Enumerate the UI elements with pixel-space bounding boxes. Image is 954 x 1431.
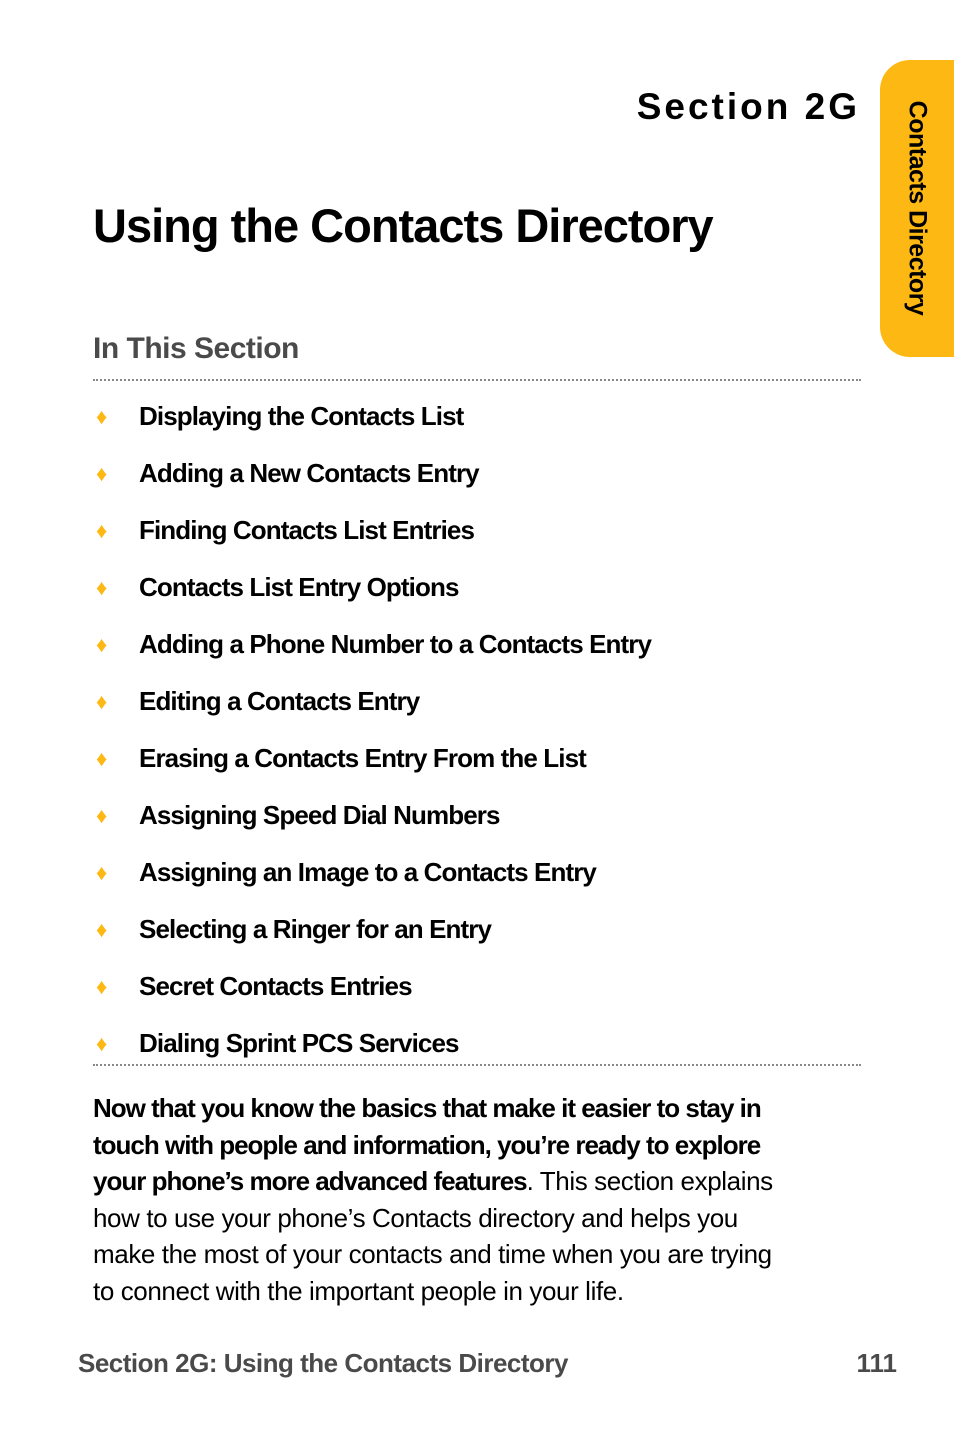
in-this-section-heading: In This Section bbox=[93, 332, 299, 365]
page-number: 111 bbox=[856, 1348, 897, 1378]
diamond-bullet-icon: ♦ bbox=[96, 802, 108, 828]
list-item bbox=[93, 388, 651, 445]
list-item bbox=[93, 559, 651, 616]
topic-label: Adding a New Contacts Entry bbox=[139, 458, 479, 488]
dotted-divider-bottom bbox=[93, 1064, 861, 1066]
list-item bbox=[93, 616, 651, 673]
topic-label: Displaying the Contacts List bbox=[139, 401, 464, 431]
list-item bbox=[93, 958, 651, 1015]
side-tab-label: Contacts Directory bbox=[903, 100, 932, 316]
diamond-bullet-icon: ♦ bbox=[96, 1030, 108, 1056]
topic-label: Assigning Speed Dial Numbers bbox=[139, 800, 500, 830]
diamond-bullet-icon: ♦ bbox=[96, 688, 108, 714]
diamond-bullet-icon: ♦ bbox=[96, 916, 108, 942]
list-item bbox=[93, 730, 651, 787]
section-topic-list bbox=[93, 388, 651, 1072]
dotted-divider-top bbox=[93, 379, 861, 381]
intro-bold-lead: Now that you know the basics that make it easier to stay in touch with people and information, you’re ready to explore your phone’s more advanced features bbox=[93, 1093, 761, 1196]
side-tab bbox=[880, 60, 954, 357]
intro-body: . This section explains how to use your phone’s Contacts directory and helps you make the most of your contacts and time when you are trying to connect with the important people in your life. bbox=[93, 1166, 773, 1306]
diamond-bullet-icon: ♦ bbox=[96, 403, 108, 429]
diamond-bullet-icon: ♦ bbox=[96, 517, 108, 543]
list-item bbox=[93, 844, 651, 901]
list-item bbox=[93, 445, 651, 502]
intro-paragraph bbox=[93, 1090, 793, 1309]
topic-label: Erasing a Contacts Entry From the List bbox=[139, 743, 586, 773]
diamond-bullet-icon: ♦ bbox=[96, 574, 108, 600]
topic-label: Contacts List Entry Options bbox=[139, 572, 459, 602]
topic-label: Secret Contacts Entries bbox=[139, 971, 412, 1001]
topic-label: Editing a Contacts Entry bbox=[139, 686, 420, 716]
diamond-bullet-icon: ♦ bbox=[96, 859, 108, 885]
list-item bbox=[93, 901, 651, 958]
topic-label: Dialing Sprint PCS Services bbox=[139, 1028, 459, 1058]
list-item bbox=[93, 673, 651, 730]
list-item bbox=[93, 502, 651, 559]
topic-label: Adding a Phone Number to a Contacts Entry bbox=[139, 629, 652, 659]
topic-label: Selecting a Ringer for an Entry bbox=[139, 914, 492, 944]
topic-label: Finding Contacts List Entries bbox=[139, 515, 475, 545]
diamond-bullet-icon: ♦ bbox=[96, 745, 108, 771]
section-label: Section 2G bbox=[636, 86, 860, 127]
topic-label: Assigning an Image to a Contacts Entry bbox=[139, 857, 596, 887]
page-title: Using the Contacts Directory bbox=[93, 199, 713, 252]
diamond-bullet-icon: ♦ bbox=[96, 631, 108, 657]
list-item bbox=[93, 787, 651, 844]
footer-section-title: Section 2G: Using the Contacts Directory bbox=[78, 1348, 568, 1378]
diamond-bullet-icon: ♦ bbox=[96, 460, 108, 486]
diamond-bullet-icon: ♦ bbox=[96, 973, 108, 999]
